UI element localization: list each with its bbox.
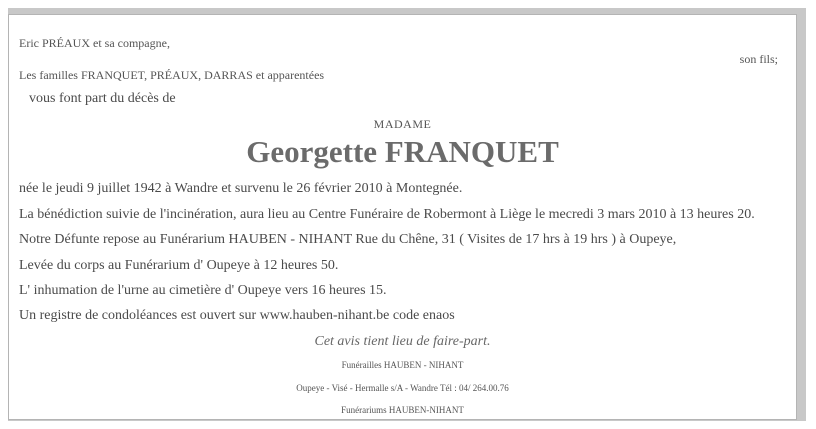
detail-line-levee: Levée du corps au Funérarium d' Oupeye à 12 heures 50. bbox=[19, 258, 339, 273]
funeral-home-name: Funérailles HAUBEN - NIHANT bbox=[341, 360, 464, 370]
relation-note: son fils; bbox=[739, 52, 778, 66]
family-line-relatives: Les familles FRANQUET, PRÉAUX, DARRAS et apparentées bbox=[19, 68, 325, 82]
detail-line-ceremony: La bénédiction suivie de l'incinération, aura lieu au Centre Funéraire de Robermont à Liège le mecredi 3 mars 2010 à 13 heures 20. bbox=[19, 207, 755, 222]
detail-line-repose: Notre Défunte repose au Funérarium HAUBEN - NIHANT Rue du Chêne, 31 ( Visites de 17 hrs à 19 hrs ) à Oupeye, bbox=[19, 232, 677, 247]
faire-part-note: Cet avis tient lieu de faire-part. bbox=[314, 334, 491, 349]
notice-frame bbox=[8, 8, 806, 421]
announcement-intro: vous font part du décès de bbox=[29, 91, 176, 106]
detail-line-registry: Un registre de condoléances est ouvert sur www.hauben-nihant.be code enaos bbox=[19, 308, 455, 323]
family-line-son: Eric PRÉAUX et sa compagne, bbox=[19, 36, 170, 50]
detail-line-birth: née le jeudi 9 juillet 1942 à Wandre et survenu le 26 février 2010 à Montegnée. bbox=[19, 181, 463, 196]
detail-line-inhumation: L' inhumation de l'urne au cimetière d' Oupeye vers 16 heures 15. bbox=[19, 283, 387, 298]
deceased-title: MADAME bbox=[373, 117, 432, 131]
deceased-name: Georgette FRANQUET bbox=[246, 134, 559, 169]
funeral-home-address: Oupeye - Visé - Hermalle s/A - Wandre Tél : 04/ 264.00.76 bbox=[296, 383, 509, 393]
funerariums-name: Funérariums HAUBEN-NIHANT bbox=[341, 405, 464, 415]
death-notice-card bbox=[8, 14, 797, 420]
